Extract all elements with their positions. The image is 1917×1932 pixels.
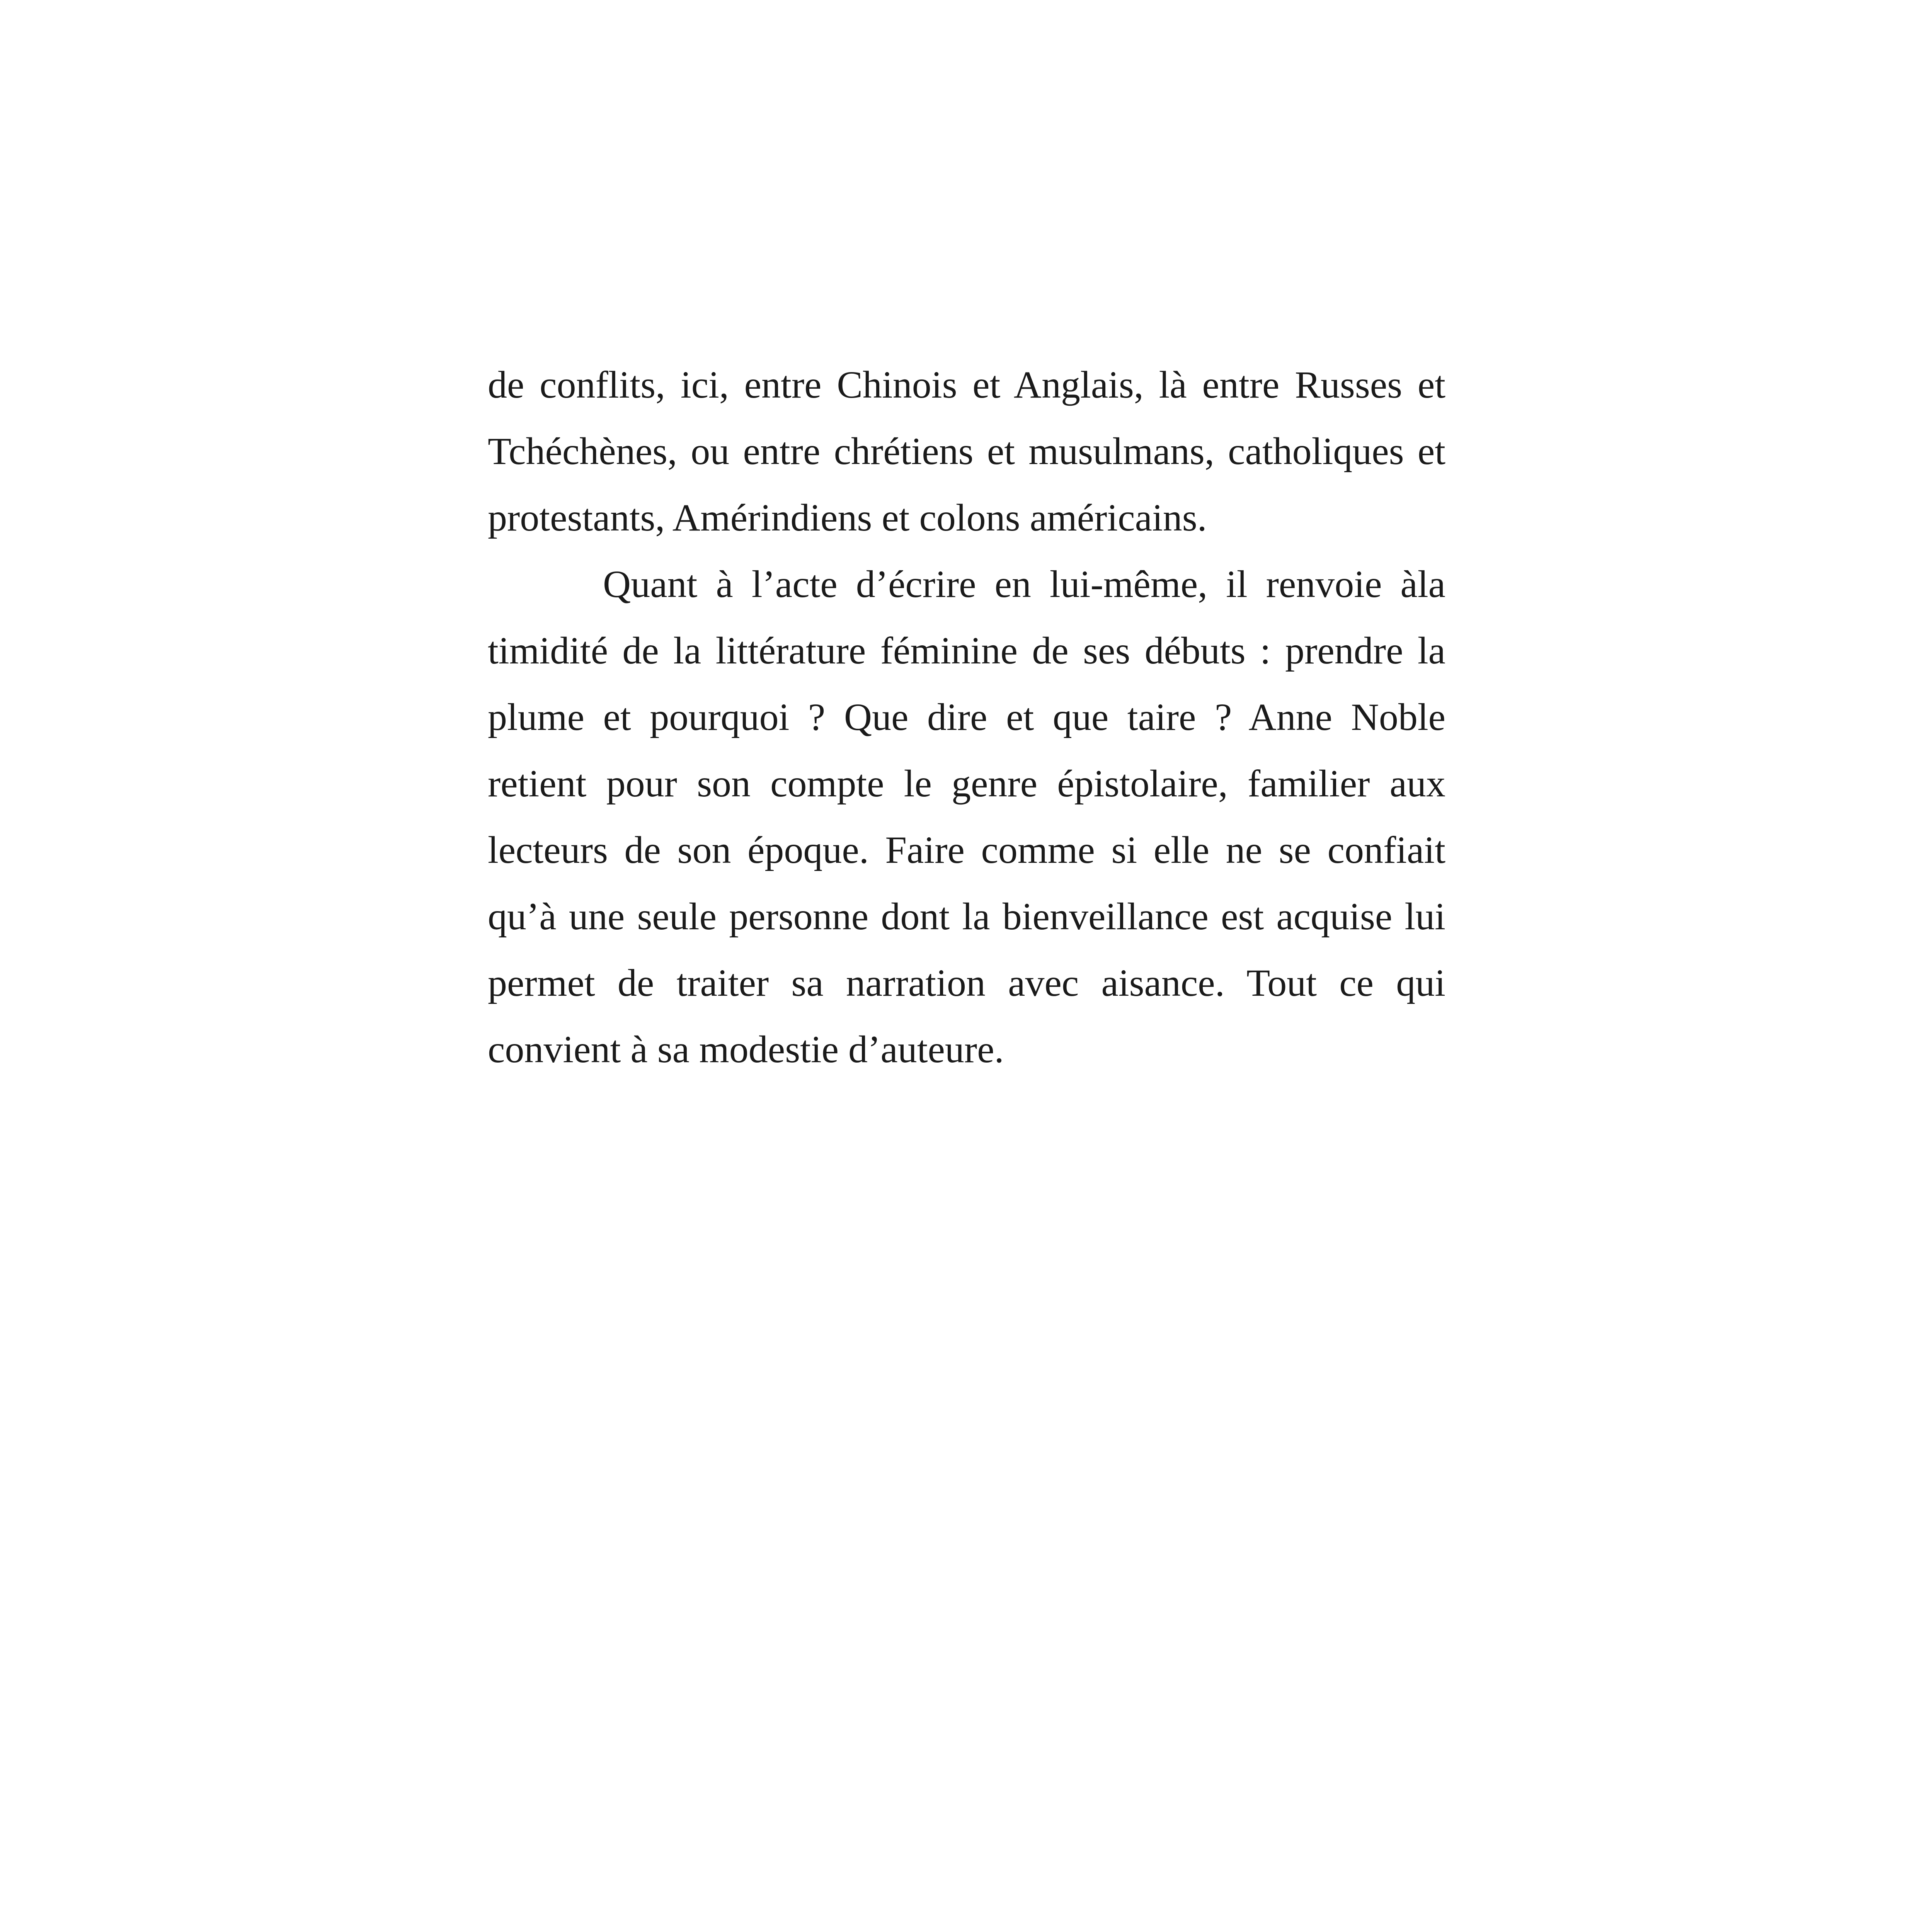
paragraph-writing-act: Quant à l’acte d’écrire en lui-même, il renvoie àla timidité de la littérature féminine de ses débuts : prendre la plume et pourquoi ? Que dire et que taire ? Anne Noble retient pour son compte le genre épistolaire, familier aux lecteurs de son époque. Faire comme si elle ne se confiait qu’à une seule personne dont la bienveillance est acquise lui permet de traiter sa narration avec aisance. Tout ce qui convient à sa modestie d’auteure. <box>488 563 1445 1071</box>
paragraph-continuation: de conflits, ici, entre Chinois et Anglais, là entre Russes et Tchéchènes, ou entre chrétiens et musulmans, catholiques et protestants, Amérindiens et colons américains. <box>488 363 1445 539</box>
body-text <box>488 352 1445 1083</box>
